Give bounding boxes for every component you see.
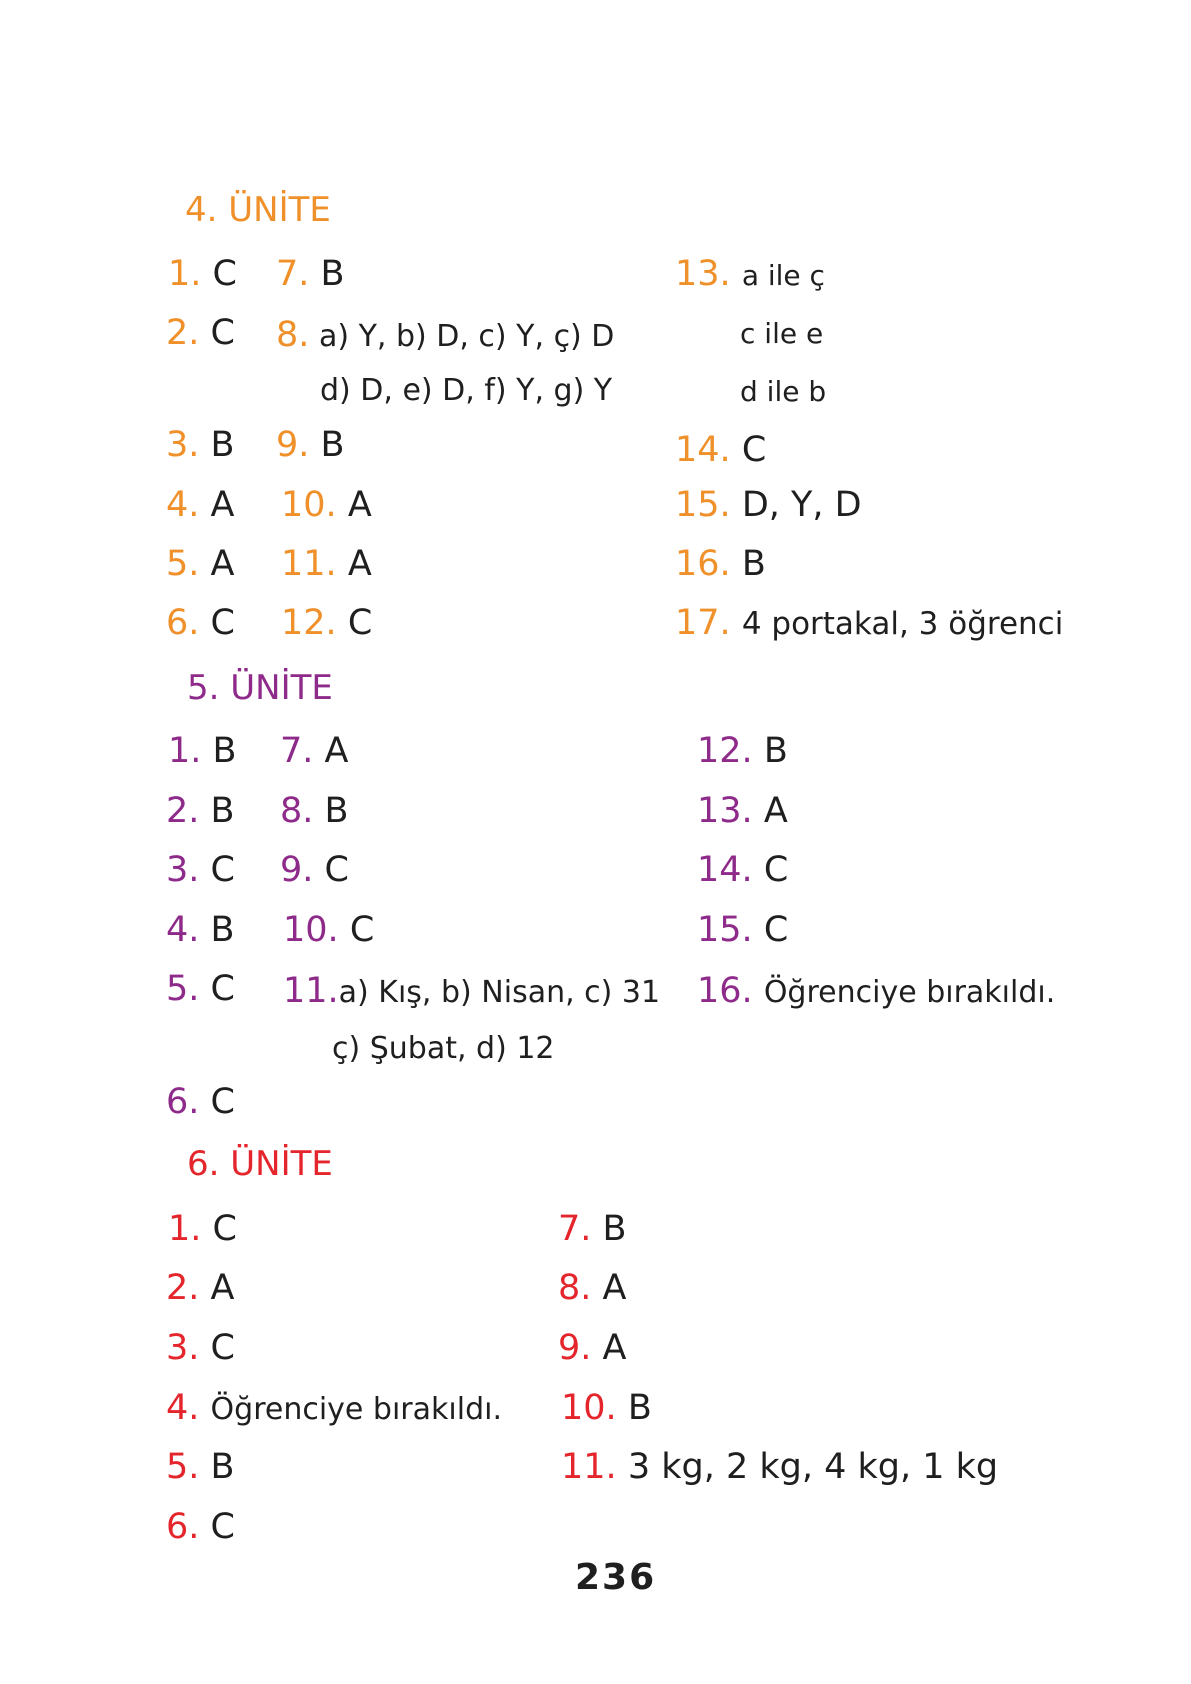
answer-text: A [347,544,372,584]
answer-item [697,731,788,771]
answer-text: 4 portakal, 3 öğrenci [741,606,1064,642]
answer-item [168,1209,237,1249]
answer-number: 4. [166,1388,200,1428]
answer-number: 13. [697,791,753,831]
answer-number: 16. [675,544,731,584]
answer-item [561,1388,652,1428]
answer-number: 5. [166,544,200,584]
answer-text: B [210,425,235,465]
answer-number: 2. [166,1268,200,1308]
answer-number: 15. [697,910,753,950]
answer-number: 10. [283,910,339,950]
answer-text: Öğrenciye bırakıldı. [210,1392,502,1427]
answer-number: 3. [166,425,200,465]
unit-4-title: 4. ÜNİTE [185,190,331,230]
answer-text: B [741,544,766,584]
answer-number: 15. [675,485,731,525]
answer-item [281,485,372,525]
answer-item [166,850,235,890]
answer-text: C [212,1209,237,1249]
answer-number: 11. [283,971,339,1011]
answer-item [166,1268,235,1308]
answer-item [281,544,372,584]
answer-number: 8. [558,1268,592,1308]
answer-item [283,971,661,1011]
answer-number: 13. [675,254,731,294]
answer-text: C [763,850,789,890]
answer-text: D, Y, D [741,485,862,525]
answer-number: 8. [276,315,310,355]
answer-item [166,1328,235,1368]
answer-number: 1. [168,731,202,771]
page-number: 236 [575,1557,657,1598]
answer-number: 9. [276,425,310,465]
answer-text: C [210,603,235,643]
answer-number: 1. [168,254,202,294]
answer-number: 7. [276,254,310,294]
answer-text: A [210,485,235,525]
answer-item [280,850,349,890]
answer-item [675,254,825,294]
answer-number: 9. [558,1328,592,1368]
answer-number: 14. [697,850,753,890]
answer-item [276,425,345,465]
answer-item [166,544,235,584]
answer-number: 6. [166,1507,200,1547]
answer-number: 6. [166,603,200,643]
answer-item [168,731,237,771]
answer-text: B [763,731,788,771]
answer-text: C [763,910,789,950]
answer-number: 7. [280,731,314,771]
answer-number: 5. [166,1447,200,1487]
unit-5-title: 5. ÜNİTE [187,668,333,708]
answer-number: 12. [697,731,753,771]
answer-text: B [212,731,237,771]
answer-item [697,791,788,831]
answer-text: B [320,425,345,465]
answer-item [675,485,862,525]
answer-item [276,315,615,355]
answer-item [558,1268,627,1308]
answer-text: a ile ç [741,259,825,292]
answer-number: 11. [561,1447,617,1487]
answer-number: 3. [166,1328,200,1368]
answer-text: B [210,791,235,831]
answer-number: 10. [281,485,337,525]
answer-number: 14. [675,430,731,470]
answer-item [675,430,767,470]
answer-text: A [602,1268,627,1308]
answer-number: 2. [166,791,200,831]
answer-continuation: d) D, e) D, f) Y, g) Y [320,373,613,408]
answer-item [675,544,766,584]
answer-item [166,1082,235,1122]
answer-number: 5. [166,969,200,1009]
answer-text: Öğrenciye bırakıldı. [763,975,1056,1010]
answer-text: C [212,254,237,294]
answer-item [166,485,235,525]
answer-number: 11. [281,544,337,584]
answer-number: 7. [558,1209,592,1249]
answer-number: 12. [281,603,337,643]
answer-text: A [347,485,372,525]
answer-text: C [210,1507,235,1547]
answer-item [697,910,789,950]
answer-number: 1. [168,1209,202,1249]
answer-item [276,254,345,294]
answer-number: 4. [166,910,200,950]
answer-item [166,425,235,465]
answer-item [166,1388,502,1428]
answer-item [280,791,349,831]
answer-text: C [347,603,373,643]
answer-number: 6. [166,1082,200,1122]
answer-item [166,910,235,950]
answer-text: A [763,791,788,831]
answer-item [166,313,235,353]
answer-item [558,1328,627,1368]
answer-text: A [210,544,235,584]
answer-continuation: c ile e [740,317,824,350]
answer-text: C [210,313,235,353]
answer-text: B [210,1447,235,1487]
answer-item [168,254,237,294]
answer-number: 4. [166,485,200,525]
answer-text: a) Y, b) D, c) Y, ç) D [318,319,615,354]
answer-item [281,603,373,643]
answer-item [283,910,375,950]
answer-item [166,791,235,831]
answer-number: 10. [561,1388,617,1428]
answer-number: 9. [280,850,314,890]
answer-item [561,1447,999,1487]
answer-text: C [210,1082,235,1122]
answer-item [166,969,235,1009]
answer-text: A [210,1268,235,1308]
answer-item [166,603,235,643]
answer-text: B [324,791,349,831]
answer-continuation: ç) Şubat, d) 12 [332,1031,555,1066]
answer-text: C [741,430,767,470]
answer-continuation: d ile b [740,375,827,408]
answer-number: 2. [166,313,200,353]
answer-text: C [210,850,235,890]
answer-item [166,1447,235,1487]
unit-6-title: 6. ÜNİTE [187,1144,333,1184]
answer-number: 3. [166,850,200,890]
answer-text: A [324,731,349,771]
answer-text: 3 kg, 2 kg, 4 kg, 1 kg [627,1447,999,1487]
answer-number: 17. [675,603,731,643]
answer-text: C [210,969,235,1009]
answer-item [280,731,349,771]
answer-text: a) Kış, b) Nisan, c) 31 [338,975,661,1010]
answer-text: C [349,910,375,950]
answer-text: A [602,1328,627,1368]
answer-item [697,850,789,890]
answer-text: B [602,1209,627,1249]
answer-number: 8. [280,791,314,831]
answer-text: C [324,850,349,890]
answer-number: 16. [697,971,753,1011]
answer-text: B [320,254,345,294]
answer-item [675,603,1064,643]
answer-item [166,1507,235,1547]
answer-text: B [210,910,235,950]
answer-text: C [210,1328,235,1368]
answer-text: B [627,1388,652,1428]
answer-item [697,971,1056,1011]
answer-item [558,1209,627,1249]
